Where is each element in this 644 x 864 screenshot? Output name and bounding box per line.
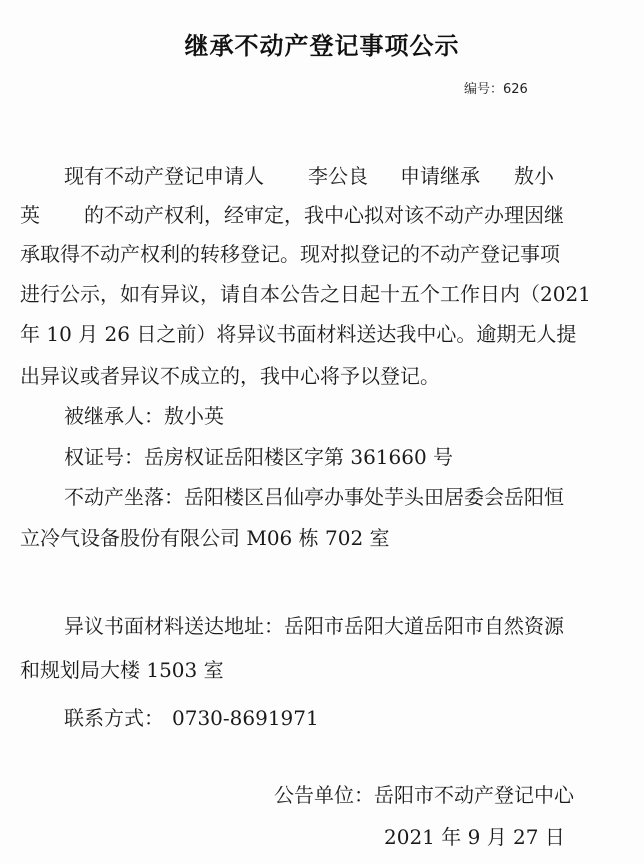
document-number: 编号：626 [464, 82, 528, 97]
objection-address-line-1: 异议书面材料送达地址：岳阳市岳阳大道岳阳市自然资源 [64, 614, 564, 638]
issuer-line: 公告单位：岳阳市不动产登记中心 [274, 783, 574, 807]
body-text: 申请继承 [400, 164, 480, 188]
body-line-4: 进行公示，如有异议，请自本公告之日起十五个工作日内（2021 [20, 282, 591, 306]
deceased-name-part: 敖小 [514, 164, 554, 188]
body-text: 现有不动产登记申请人 [64, 164, 264, 188]
body-line-5: 年 10 月 26 日之前）将异议书面材料送达我中心。逾期无人提 [20, 322, 577, 346]
body-line-3: 承取得不动产权利的转移登记。现对拟登记的不动产登记事项 [20, 242, 560, 266]
contact-line [64, 704, 319, 732]
page-title: 继承不动产登记事项公示 [184, 32, 460, 60]
applicant-name: 李公良 [308, 164, 368, 188]
certificate-line: 权证号：岳房权证岳阳楼区字第 361660 号 [64, 445, 454, 469]
heir-line: 被继承人：敖小英 [64, 404, 224, 428]
body-line-2 [20, 201, 564, 229]
deceased-name-part: 英 [20, 203, 40, 227]
objection-address-line-2: 和规划局大楼 1503 室 [20, 658, 224, 682]
location-line-1: 不动产坐落：岳阳楼区吕仙亭办事处芋头田居委会岳阳恒 [64, 485, 564, 509]
body-line-6: 出异议或者异议不成立的，我中心将予以登记。 [20, 364, 440, 388]
contact-label: 联系方式： [64, 706, 164, 730]
body-text: 的不动产权利，经审定，我中心拟对该不动产办理因继 [84, 203, 564, 227]
contact-phone: 0730-8691971 [172, 706, 319, 730]
body-line-1 [64, 162, 554, 190]
location-line-2: 立冷气设备股份有限公司 M06 栋 702 室 [20, 526, 390, 550]
issue-date: 2021 年 9 月 27 日 [384, 825, 565, 849]
